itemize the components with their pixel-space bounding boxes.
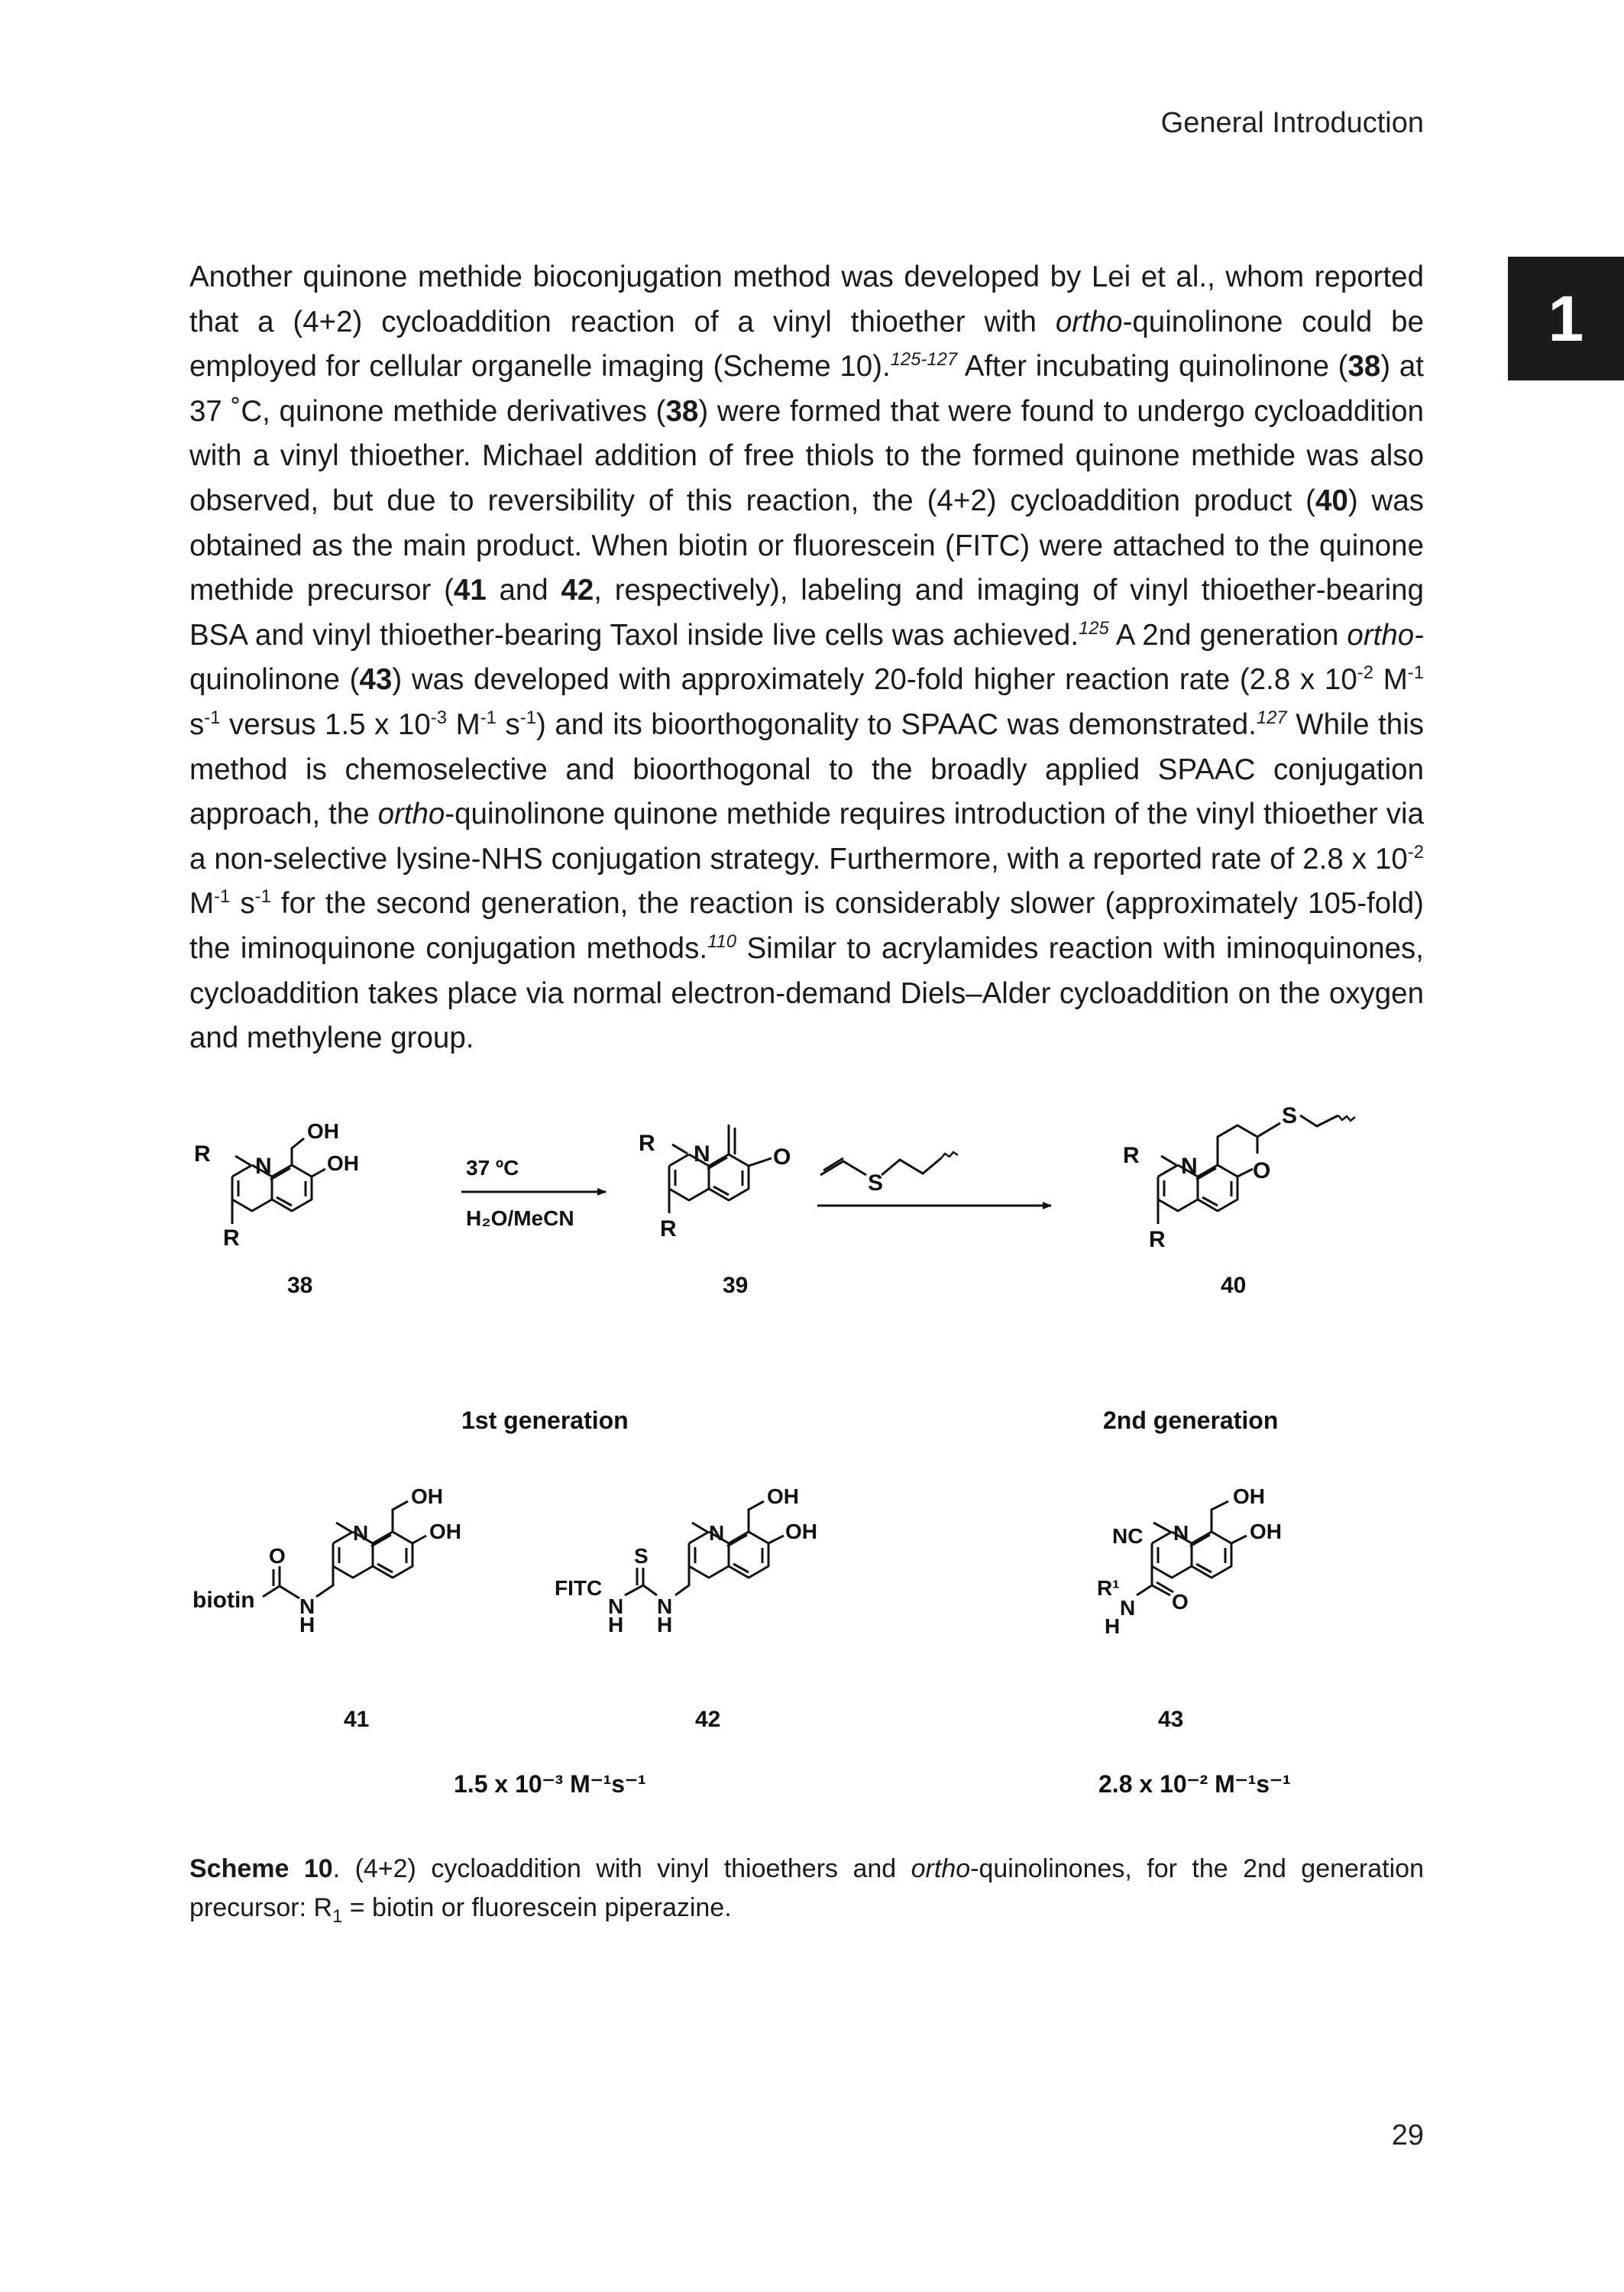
scheme-drawing [189, 1085, 1424, 1818]
text-run: -quinolinone could be employed for cellular organelle imaging (Scheme 10). [189, 305, 1424, 384]
compound-ref: 41 [453, 574, 487, 607]
exponent: -1 [519, 707, 536, 729]
italic-run: ortho [911, 1854, 971, 1883]
citation: 125-127 [890, 349, 958, 371]
compound-number: 40 [1221, 1273, 1247, 1298]
citation: 125 [1079, 617, 1109, 639]
structure-41 [192, 1484, 461, 1732]
compound-number: 38 [287, 1273, 313, 1298]
italic-run: ortho- [1347, 618, 1424, 652]
italic-run: ortho [1055, 305, 1123, 338]
generation-label: 1st generation [461, 1407, 629, 1434]
structure-43 [1097, 1484, 1282, 1732]
atom-label: R [639, 1131, 655, 1156]
text-run: M [447, 707, 480, 741]
group-label: OH [767, 1484, 799, 1508]
compound-ref: 42 [561, 574, 594, 607]
atom-label: N [694, 1141, 710, 1167]
text-run: versus 1.5 x 10 [220, 707, 431, 741]
text-run: Similar to acrylamides reaction with iminoquinones, cycloaddition takes place via normal electron-demand Diels–Alder cycloaddition on the oxygen and methylene group. [189, 931, 1424, 1055]
text-run: -quinolinone quinone methide requires introduction of the vinyl thioether via a non-selective lysine-NHS conjugation strategy. Furthermore, with a reported rate of 2.8 x 10 [189, 798, 1424, 876]
exponent: -2 [1407, 841, 1424, 863]
exponent: -1 [254, 886, 271, 908]
group-label: OH [1233, 1484, 1265, 1508]
text-run: Another quinone methide bioconjugation method was developed by Lei et al., whom reported that a (4+2) cycloaddition reaction of a vinyl thioether with [189, 261, 1424, 338]
atom-label: O [1172, 1590, 1189, 1614]
scheme-caption [189, 1850, 1424, 1936]
citation: 110 [707, 931, 737, 953]
group-label: OH [785, 1520, 817, 1543]
text-run: ) and its bioorthogonality to SPAAC was demonstrated. [535, 707, 1257, 741]
atom-label: N [709, 1521, 725, 1545]
compound-ref: 43 [359, 663, 393, 697]
atom-label: N [608, 1594, 624, 1618]
compound-ref: 40 [1315, 484, 1348, 517]
text-run: . (4+2) cycloaddition with vinyl thioethers and [332, 1854, 911, 1883]
caption-label: Scheme 10 [189, 1854, 333, 1883]
text-run: M [1373, 663, 1408, 697]
atom-label: R [194, 1141, 211, 1167]
atom-label: S [634, 1544, 649, 1568]
group-label: OH [307, 1119, 339, 1143]
exponent: -1 [204, 707, 221, 729]
atom-label: R [1149, 1227, 1166, 1252]
structure-38 [194, 1119, 359, 1298]
group-label: FITC [555, 1576, 603, 1600]
atom-label: O [773, 1144, 791, 1170]
compound-number: 41 [344, 1707, 370, 1732]
exponent: -1 [1407, 662, 1424, 684]
exponent: -1 [480, 707, 497, 729]
atom-label: N [353, 1521, 369, 1545]
atom-label: R [660, 1216, 677, 1242]
body-paragraph [189, 255, 1424, 1061]
group-label: OH [327, 1151, 359, 1175]
reagent-label: 37 ºC [466, 1156, 519, 1180]
reagent-label: H₂O/MeCN [466, 1206, 574, 1230]
group-label: OH [411, 1484, 443, 1508]
compound-number: 39 [723, 1273, 749, 1298]
scheme-figure [189, 1085, 1424, 1818]
text-run: = biotin or fluorescein piperazine. [342, 1893, 732, 1922]
atom-label: H [299, 1613, 315, 1636]
atom-label: N [1181, 1154, 1198, 1179]
running-head: General Introduction [1160, 107, 1424, 139]
atom-label: S [868, 1170, 884, 1196]
atom-label: R [1123, 1143, 1140, 1168]
exponent: -3 [430, 707, 448, 729]
atom-label: N [1173, 1521, 1189, 1545]
generation-label: 2nd generation [1103, 1407, 1279, 1434]
rate-label: 1.5 x 10⁻³ M⁻¹s⁻¹ [454, 1770, 646, 1798]
group-label: OH [1250, 1520, 1282, 1543]
text-run: While this method is chemoselective and bioorthogonal to the broadly applied SPAAC conjugation approach, the [189, 707, 1424, 831]
chapter-tab: 1 [1508, 257, 1624, 380]
compound-number: 42 [695, 1707, 721, 1732]
vinyl-thioether [817, 1152, 1051, 1206]
text-run: After incubating quinolinone ( [957, 350, 1348, 384]
text-run: ) was obtained as the main product. When biotin or fluorescein (FITC) were attached to the quinone methide precursor ( [189, 484, 1424, 607]
atom-label: O [1253, 1158, 1271, 1183]
compound-number: 43 [1158, 1707, 1184, 1732]
group-label: NC [1112, 1524, 1144, 1548]
rate-label: 2.8 x 10⁻² M⁻¹s⁻¹ [1098, 1770, 1291, 1798]
text-run: M [189, 887, 215, 921]
group-label: OH [429, 1520, 461, 1543]
text-run: A 2nd generation [1108, 618, 1347, 652]
group-label: R¹ [1097, 1576, 1120, 1600]
atom-label: N [299, 1594, 315, 1618]
atom-label: H [1105, 1614, 1121, 1638]
structure-39 [639, 1125, 791, 1298]
compound-ref: 38 [1347, 350, 1381, 384]
atom-label: H [657, 1613, 673, 1636]
reaction-arrow-1 [461, 1156, 606, 1230]
atom-label: N [255, 1154, 272, 1179]
text-run: and [486, 574, 561, 607]
exponent: -1 [214, 886, 231, 908]
text-run: ) was developed with approximately 20-fold higher reaction rate (2.8 x 10 [392, 663, 1357, 697]
text-run: for the second generation, the reaction is considerably slower (approximately 105-fold) the iminoquinone conjugation methods. [189, 887, 1424, 965]
citation: 127 [1256, 707, 1287, 729]
subscript: 1 [332, 1905, 343, 1927]
structure-42 [555, 1484, 817, 1732]
group-label: biotin [192, 1588, 255, 1613]
text-run: , respectively), labeling and imaging of vinyl thioether-bearing BSA and vinyl thioether-bearing Taxol inside live cells was achieved. [189, 574, 1424, 652]
atom-label: N [657, 1594, 673, 1618]
atom-label: H [608, 1613, 624, 1636]
italic-run: ortho [377, 798, 445, 831]
structure-40 [1123, 1103, 1355, 1298]
text-run: quinolinone ( [189, 663, 360, 697]
page-number: 29 [1391, 2119, 1424, 2151]
text-run: s [505, 707, 520, 741]
atom-label: S [1282, 1103, 1298, 1128]
text-run: -quinolinones, for the 2nd generation precursor: R [189, 1854, 1424, 1922]
compound-ref: 38 [665, 394, 699, 428]
atom-label: R [223, 1225, 240, 1251]
atom-label: O [269, 1544, 286, 1568]
atom-label: N [1120, 1596, 1136, 1620]
text-run: ) at 37 ˚C, quinone methide derivatives ( [189, 350, 1424, 428]
text-run: s [189, 707, 205, 741]
exponent: -2 [1357, 662, 1373, 684]
text-run: s [240, 887, 255, 921]
text-run: ) were formed that were found to undergo cycloaddition with a vinyl thioether. Michael addition of free thiols to the formed quinone methide was also observed, but due to reversibility of this reaction, the (4+2) cycloaddition product ( [189, 394, 1424, 517]
